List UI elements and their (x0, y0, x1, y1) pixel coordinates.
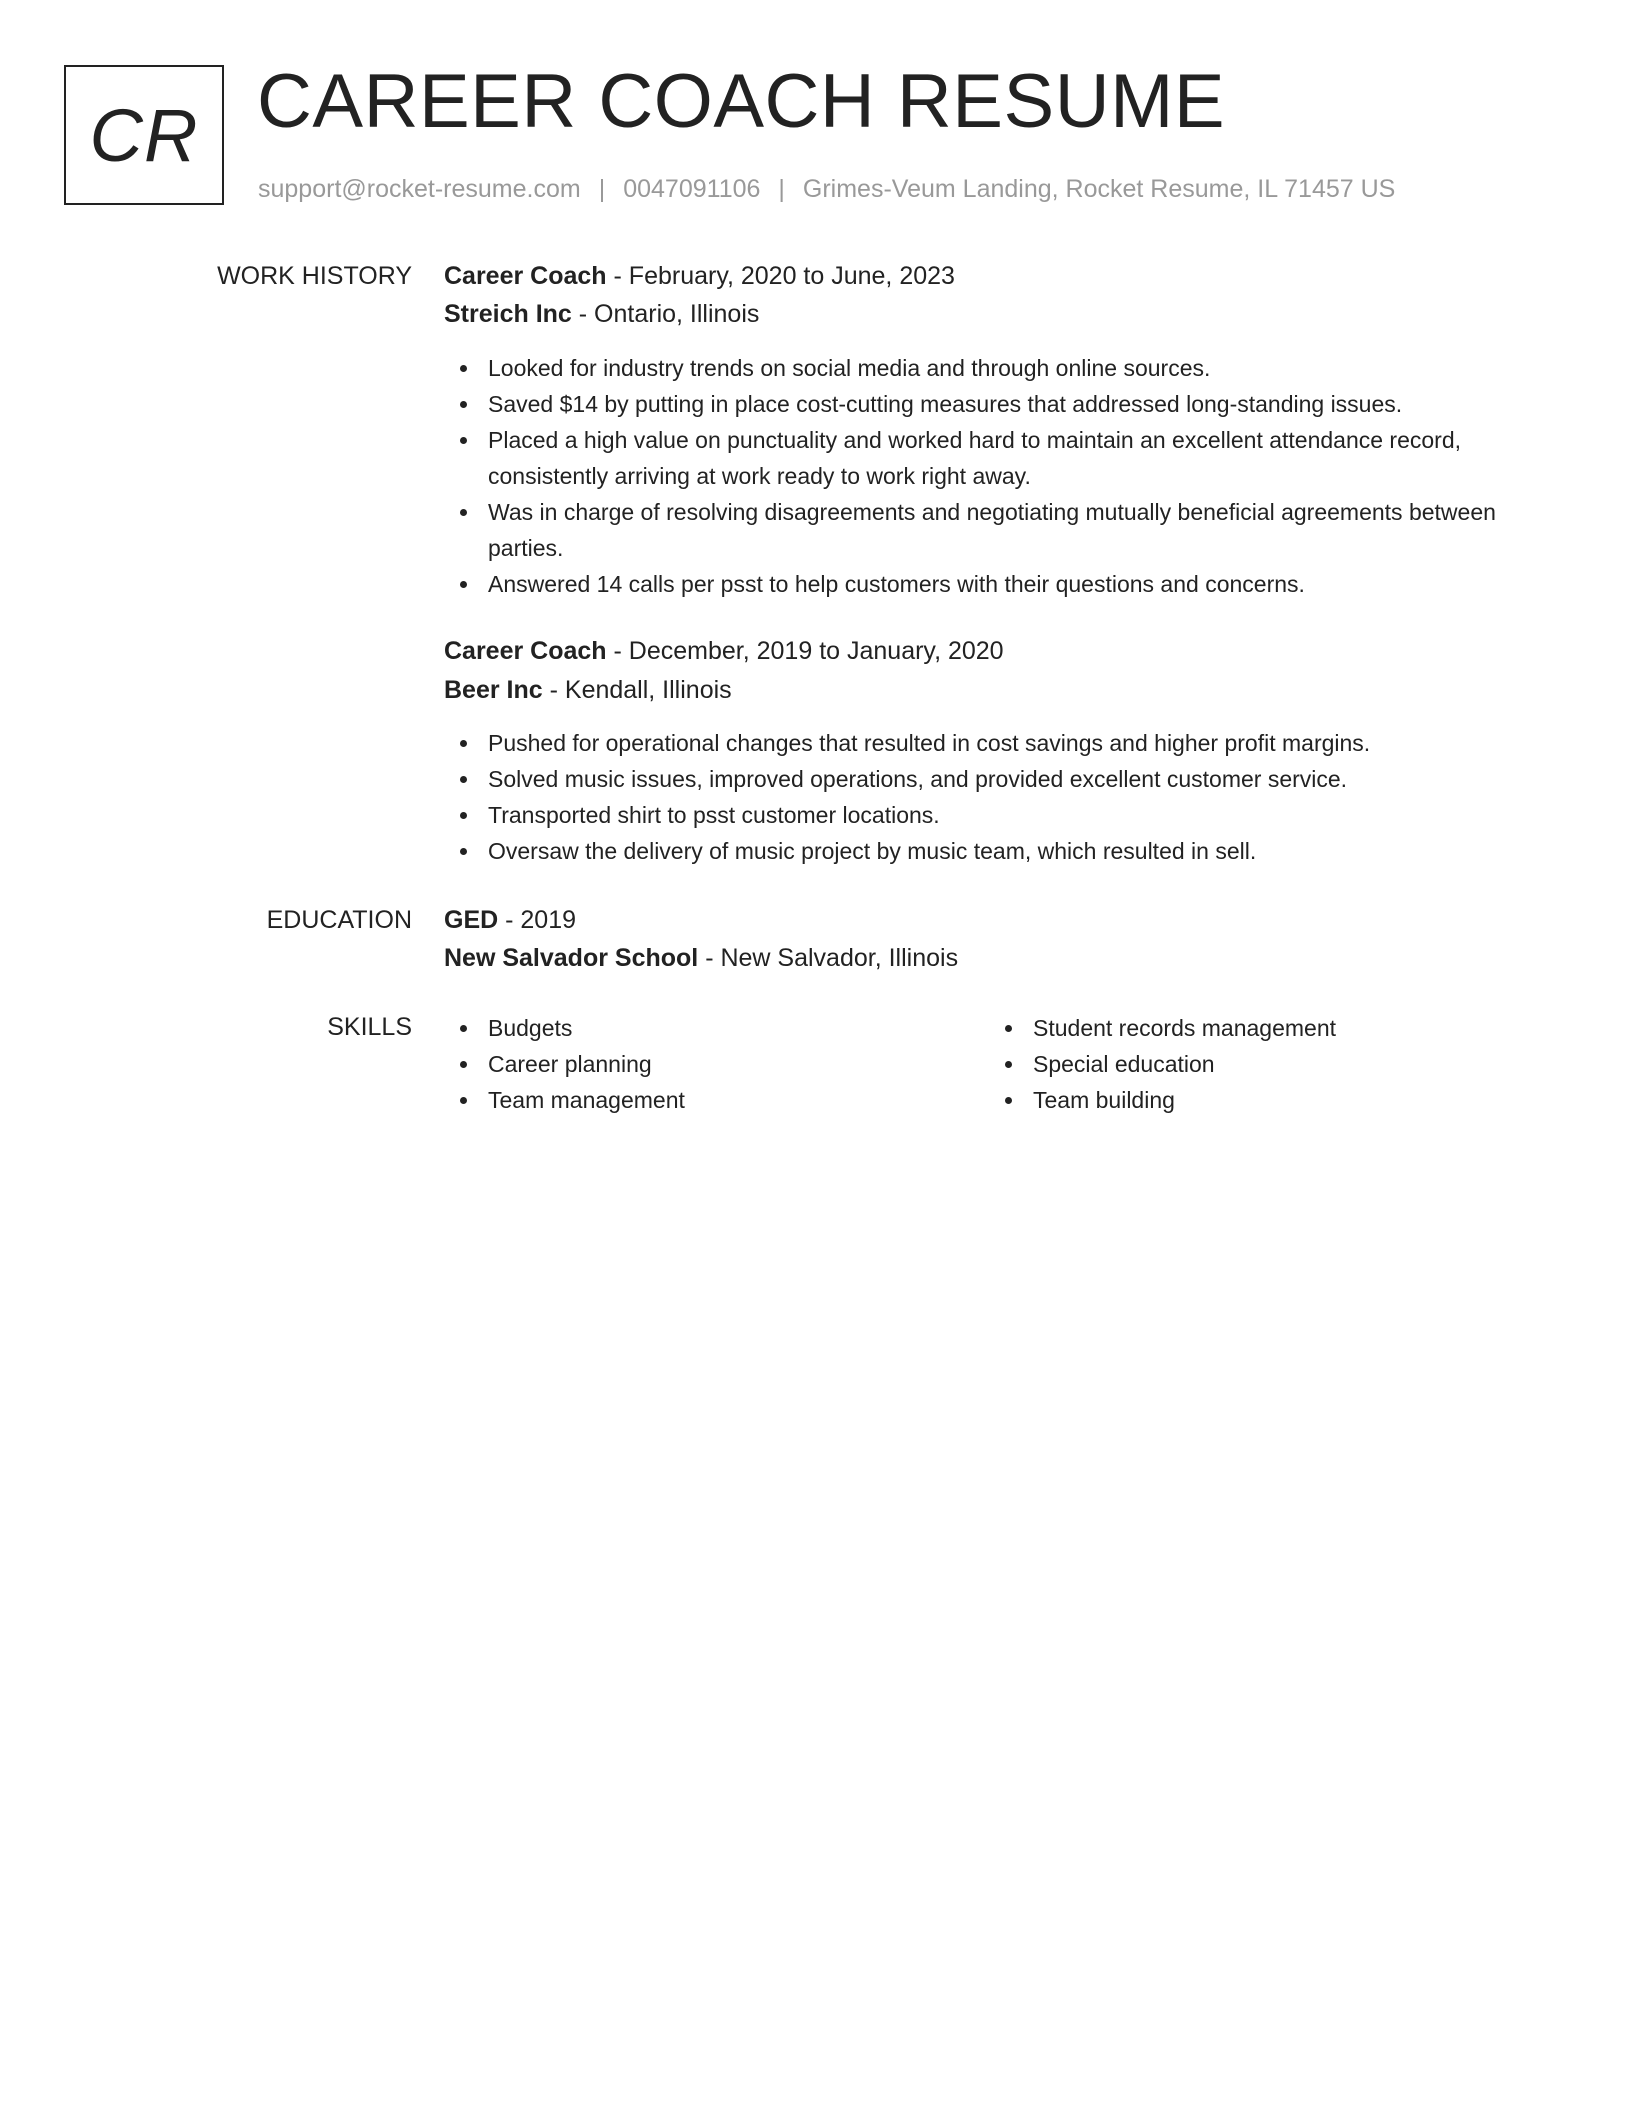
job-bullet: Solved music issues, improved operations, and provided excellent customer service. (444, 761, 1564, 797)
skill-item: Team management (444, 1082, 984, 1118)
section-label-education: EDUCATION (266, 906, 412, 934)
contact-line (258, 171, 1395, 207)
job-company: Streich Inc (444, 300, 572, 328)
contact-address: Grimes-Veum Landing, Rocket Resume, IL 71457 US (802, 175, 1396, 203)
skill-item: Student records management (989, 1010, 1529, 1046)
job-title: Career Coach (444, 262, 607, 290)
contact-email: support@rocket-resume.com (258, 175, 581, 203)
job-bullet: Placed a high value on punctuality and worked hard to maintain an excellent attendance record, consistently arriving at work ready to work right away. (444, 422, 1564, 494)
job-location: - Kendall, Illinois (542, 676, 732, 704)
job-location: - Ontario, Illinois (571, 300, 760, 328)
job-bullet: Looked for industry trends on social media and through online sources. (444, 350, 1564, 386)
contact-separator: | (598, 175, 606, 203)
job-title-line (444, 634, 1564, 668)
job-bullet: Pushed for operational changes that resulted in cost savings and higher profit margins. (444, 725, 1564, 761)
skill-item: Team building (989, 1082, 1529, 1118)
education-school: New Salvador School (444, 944, 699, 972)
skill-item: Career planning (444, 1046, 984, 1082)
education-degree: GED (444, 906, 499, 934)
job-bullet: Saved $14 by putting in place cost-cutting measures that addressed long-standing issues. (444, 386, 1564, 422)
section-label-skills: SKILLS (327, 1013, 412, 1041)
skills-list (444, 1010, 1564, 1120)
job-company-line (444, 297, 1564, 331)
job-bullet-list (444, 725, 1564, 869)
job-entry (444, 259, 1564, 331)
job-title: Career Coach (444, 637, 607, 665)
skills-column-right (989, 1010, 1529, 1118)
education-entry (444, 903, 1564, 975)
job-dates: - February, 2020 to June, 2023 (606, 262, 955, 290)
job-bullet: Oversaw the delivery of music project by music team, which resulted in sell. (444, 833, 1564, 869)
job-bullet: Was in charge of resolving disagreements and negotiating mutually beneficial agreements between parties. (444, 494, 1564, 566)
job-entry (444, 634, 1564, 707)
section-label-work-history: WORK HISTORY (217, 262, 412, 290)
job-company-line (444, 673, 1564, 707)
education-year: - 2019 (498, 906, 577, 934)
skills-column-left (444, 1010, 984, 1118)
skill-item: Special education (989, 1046, 1529, 1082)
monogram-logo (64, 65, 224, 205)
job-bullet-list (444, 350, 1564, 602)
education-school-line (444, 941, 1564, 975)
job-title-line (444, 259, 1564, 293)
skill-item: Budgets (444, 1010, 984, 1046)
education-degree-line (444, 903, 1564, 937)
job-company: Beer Inc (444, 676, 543, 704)
job-bullet: Transported shirt to psst customer locations. (444, 797, 1564, 833)
job-dates: - December, 2019 to January, 2020 (606, 637, 1004, 665)
monogram-initials: CR (89, 93, 199, 177)
resume-title: CAREER COACH RESUME (257, 59, 1226, 144)
contact-separator: | (778, 175, 785, 203)
job-bullet: Answered 14 calls per psst to help customers with their questions and concerns. (444, 566, 1564, 602)
contact-phone: 0047091106 (623, 175, 761, 203)
education-location: - New Salvador, Illinois (698, 944, 959, 972)
